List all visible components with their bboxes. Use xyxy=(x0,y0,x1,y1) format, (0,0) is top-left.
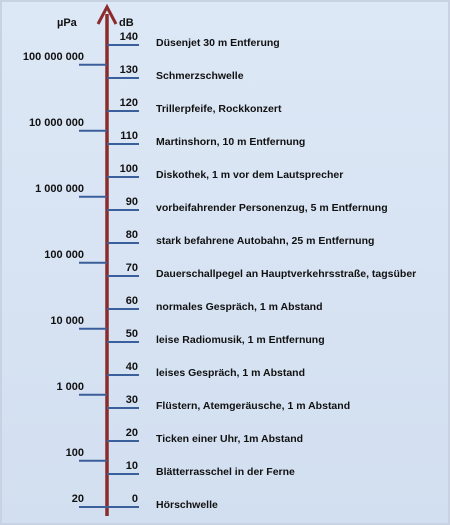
db-value-label: 130 xyxy=(119,64,138,76)
sound-source-label: Martinshorn, 10 m Entfernung xyxy=(156,136,306,148)
db-value-label: 60 xyxy=(125,295,138,307)
sound-source-label: vorbeifahrender Personenzug, 5 m Entfernung xyxy=(156,202,388,214)
upa-value-label: 100 000 000 xyxy=(22,50,84,63)
upa-value-label: 100 000 xyxy=(44,248,84,261)
db-value-label: 140 xyxy=(119,31,138,43)
sound-source-label: Hörschwelle xyxy=(156,499,218,511)
sound-source-label: Schmerzschwelle xyxy=(156,70,244,82)
sound-source-label: normales Gespräch, 1 m Abstand xyxy=(156,301,323,313)
upa-unit-label: µPa xyxy=(57,17,77,29)
db-value-label: 90 xyxy=(125,196,138,208)
sound-source-label: Ticken einer Uhr, 1m Abstand xyxy=(156,433,304,445)
db-value-label: 10 xyxy=(125,460,138,472)
sound-source-label: Düsenjet 30 m Entferung xyxy=(156,37,280,49)
upa-value-label: 10 000 000 xyxy=(28,116,84,129)
sound-source-label: Trillerpfeife, Rockkonzert xyxy=(156,103,282,115)
upa-value-label: 10 000 xyxy=(50,314,84,327)
sound-source-label: Blätterrasschel in der Ferne xyxy=(156,466,295,478)
sound-source-label: Dauerschallpegel an Hauptverkehrsstraße, tagsüber xyxy=(156,268,417,280)
db-value-label: 0 xyxy=(131,493,138,505)
upa-value-label: 100 xyxy=(65,446,84,459)
upa-value-label: 1 000 xyxy=(56,380,84,393)
sound-source-label: Diskothek, 1 m vor dem Lautsprecher xyxy=(156,169,344,181)
sound-source-label: stark befahrene Autobahn, 25 m Entfernung xyxy=(156,235,375,247)
sound-source-label: leise Radiomusik, 1 m Entfernung xyxy=(156,334,325,346)
db-value-label: 120 xyxy=(119,97,138,109)
upa-value-label: 1 000 000 xyxy=(35,182,84,195)
sound-source-label: Flüstern, Atemgeräusche, 1 m Abstand xyxy=(156,400,351,412)
upa-value-label: 20 xyxy=(71,493,84,505)
sound-source-label: leises Gespräch, 1 m Abstand xyxy=(156,367,306,379)
db-value-label: 80 xyxy=(125,229,138,241)
db-value-label: 30 xyxy=(125,394,138,406)
db-value-label: 100 xyxy=(119,163,138,175)
db-value-label: 110 xyxy=(120,130,138,142)
db-value-label: 70 xyxy=(125,262,138,274)
db-value-label: 50 xyxy=(125,328,138,340)
db-unit-label: dB xyxy=(119,17,134,29)
db-value-label: 20 xyxy=(125,427,138,439)
db-value-label: 40 xyxy=(125,361,138,373)
